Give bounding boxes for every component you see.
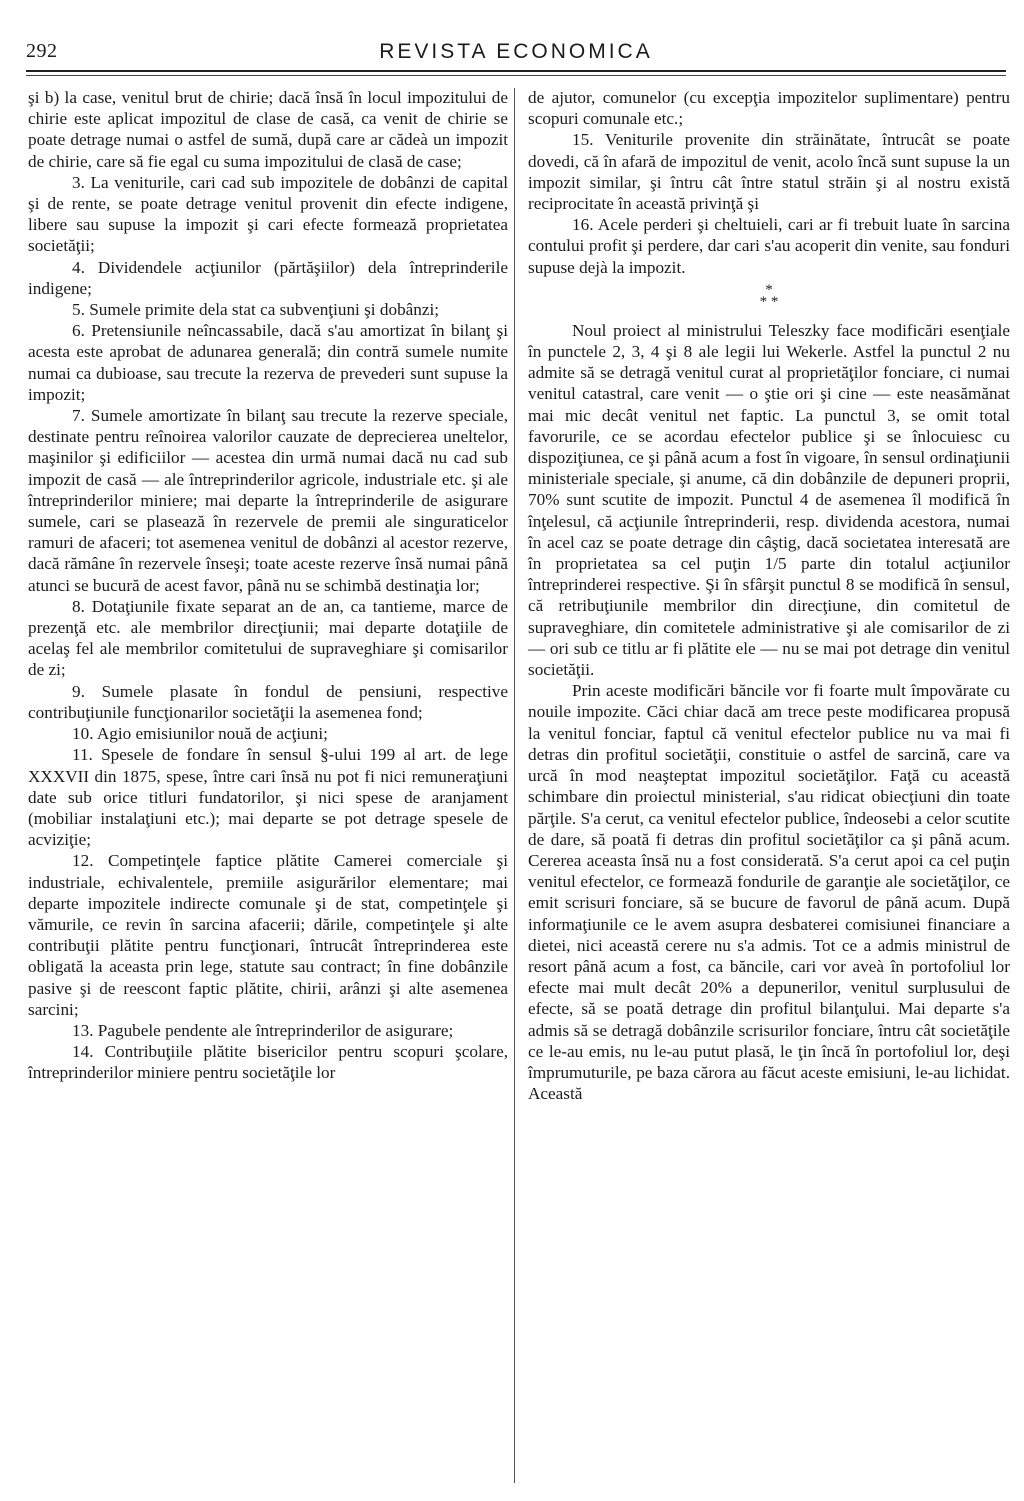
- journal-title: REVISTA ECONOMICA: [379, 40, 653, 63]
- paragraph: 10. Agio emisiunilor nouă de acţiuni;: [72, 724, 328, 744]
- asterisk-bottom: * *: [759, 293, 779, 310]
- right-column: [528, 87, 1010, 1104]
- asterisk-top: *: [765, 281, 773, 298]
- paragraph: 3. La veniturile, cari cad sub impozitele de dobânzi de capital şi de rente, se poate detrage venitul provenit din efecte indigene, libere sau supuse la impozit şi cari efecte formează proprietatea societăţii;: [28, 172, 508, 256]
- paragraph: 16. Acele perderi şi cheltuieli, cari ar fi trebuit luate în sarcina contului profit şi perdere, dar cari s'au acoperit din venite, sau fonduri supuse dejà la impozit.: [528, 215, 1010, 277]
- paragraph: 8. Dotaţiunile fixate separat an de an, ca tantieme, marce de prezenţă etc. ale membrilor direcţiunii; mai departe dotaţiile de acelaş fel ale membrilor comitetului de supraveghiare şi comisarilor de zi;: [28, 596, 508, 680]
- paragraph: 14. Contribuţiile plătite bisericilor pentru scopuri şcolare, întreprinderilor miniere pentru societăţile lor: [28, 1042, 508, 1083]
- paragraph: 7. Sumele amortizate în bilanţ sau trecute la rezerve speciale, destinate pentru reînoirea valorilor cauzate de deprecierea uneltelor, maşinilor şi edificiilor — acestea din urmă numai dacă nu cad sub impozit de casă — ale întreprinderilor agricole, industriale etc. şi ale întreprinderilor miniere; mai departe la întreprinderile de asigurare sumele, cari se plasează în rezervele de premii ale singuraticelor ramuri de afaceri; tot asemenea venitul de dobânzi al acestor rezerve, dacă rămâne în rezervele înseşi; toate aceste rezerve însă numai până atunci se bucură de acest favor, până nu se schimbă destinaţia lor;: [28, 406, 508, 595]
- paragraph: 11. Spesele de fondare în sensul §-ului 199 al art. de lege XXXVII din 1875, spese, între cari însă nu pot fi nici remuneraţiuni date sub orice titluri fundatorilor, şi nici spese de aranjament (mobiliar instalaţiuni etc.); mai departe se pot detrage spesele de acviziţie;: [28, 745, 508, 850]
- page-header: [26, 38, 1006, 68]
- header-rule: [26, 70, 1006, 76]
- paragraph: 15. Veniturile provenite din străinătate, întrucât se poate dovedi, că în afară de impozitul de venit, acolo încă sunt supuse la un impozit similar, şi întru cât între statul străin şi al nostru există reciprocitate în această privinţă şi: [528, 130, 1010, 214]
- column-divider: [514, 88, 515, 1483]
- paragraph: 4. Dividendele acţiunilor (părtăşiilor) dela întreprinderile indigene;: [28, 257, 508, 298]
- paragraph: Noul proiect al ministrului Teleszky face modificări esenţiale în punctele 2, 3, 4 şi 8 ale legii lui Wekerle. Astfel la punctul 2 nu admite să se detragă venitul curat al proprietăţilor fonciare, ci numai venitul catastral, care venit — o ştie ori şi cine — este neasămănat mai mic decât venitul net faptic. La punctul 3, se omit total favorurile, ce se acordau efectelor publice şi se înlocuiesc cu dispoziţiunea, ce şi până acum a fost în vigoare, în sensul ordinaţiunii ministeriale speciale, şi anume, că din dobânzile de depuneri proprii, 70% sunt scutite de impozit. Punctul 4 de asemenea îl modifică în înţelesul, că acţiunile întreprinderii, resp. dividenda acestora, numai în acel caz se poate detrage din câştig, dacă societatea interesată are în proprietatea sa cel puţin 1/5 parte din totalul acţiunilor întreprinderei respective. Şi în sfârşit punctul 8 se modifică în sensul, că retribuţiunile membrilor din direcţiune, din comitetul de supraveghiare, din comitetele administrative şi ale comisarilor de zi — ori sub ce titlu ar fi plătite ele — nu se mai pot detrage din venitul societăţii.: [528, 320, 1010, 680]
- paragraph: 13. Pagubele pendente ale întreprinderilor de asigurare;: [72, 1020, 454, 1040]
- paragraph: 5. Sumele primite dela stat ca subvenţiuni şi dobânzi;: [72, 300, 440, 320]
- paragraph: 12. Competinţele faptice plătite Camerei comerciale şi industriale, echivalentele, premiile asigurărilor elementare; mai departe impozitele indirecte comunale şi de stat, competinţele şi vămurile, ce revin în sarcina afacerii; dările, competinţele şi alte contribuţii plătite pentru funcţionari, întrucât întreprinderea este obligată la aceasta prin lege, statute sau contract; în fine dobânzile pasive şi de reescont faptic plătite, chirii, arânzi şi alte asemenea sarcini;: [28, 851, 508, 1019]
- paragraph: 9. Sumele plasate în fondul de pensiuni, respective contribuţiunile funcţionarilor societăţii la asemenea fond;: [28, 681, 508, 722]
- page-number: 292: [26, 40, 58, 62]
- paragraph: Prin aceste modificări băncile vor fi foarte mult împovărate cu nouile impozite. Căci chiar dacă am trece peste modificarea propusă la venitul fonciar, faptul că venitul efectelor publice nu va mai fi detras din profitul societăţii, constituie o astfel de sarcină, care va urcă în mod neaşteptat impozitul societăţilor. Faţă cu această schimbare din proiectul ministerial, s'au ridicat obiecţiuni din toate părţile. S'a cerut, ca venitul efectelor publice, îndeosebi a celor scutite de dare, să poată fi detras din profitul societăţilor ca şi până acum. Cererea aceasta însă nu a fost considerată. S'a cerut apoi ca cel puţin venitul efectelor, ce formează fondurile de garanţie ale societăţilor, ce emit scrisuri fonciare, să se bucure de favorul de până acum. După informaţiunile ce le avem asupra desbaterei comisiunei financiare a dietei, nici această cerere nu s'a admis. Tot ce a admis ministrul de resort până acum a fost, ca băncile, cari vor aveà în portofoliul lor efecte mai mult decât 20% a depunerilor, venitul surplusului de efecte, să se poată detrage din profitul bilanţului. Mai departe s'a admis să se detragă dobânzile scrisurilor fonciare, întru cât societăţile ce le-au emis, nu le-au putut plasă, le ţin încă în portofoliul lor, deşi împrumuturile, pe baza cărora au făcut aceste emisiuni, le-au lichidat. Această: [528, 681, 1010, 1104]
- section-separator: [528, 281, 1010, 310]
- paragraph: şi b) la case, venitul brut de chirie; dacă însă în locul impozitului de chirie este aplicat impozitul de clase de casă, ca venit de chirie se poate detrage numai o astfel de sumă, după care ar cădeà un impozit de chirie, care să fie egal cu suma impozitului de clasă de case;: [28, 88, 508, 171]
- left-column: [28, 87, 508, 1084]
- paragraph: 6. Pretensiunile neîncassabile, dacă s'au amortizat în bilanţ şi acesta este aprobat de adunarea generală; din contră sumele numite numai ca dubioase, sau trecute la rezerva de prevederi sunt supuse la impozit;: [28, 321, 508, 404]
- paragraph: de ajutor, comunelor (cu excepţia impozitelor suplimentare) pentru scopuri comunale etc.;: [528, 88, 1010, 129]
